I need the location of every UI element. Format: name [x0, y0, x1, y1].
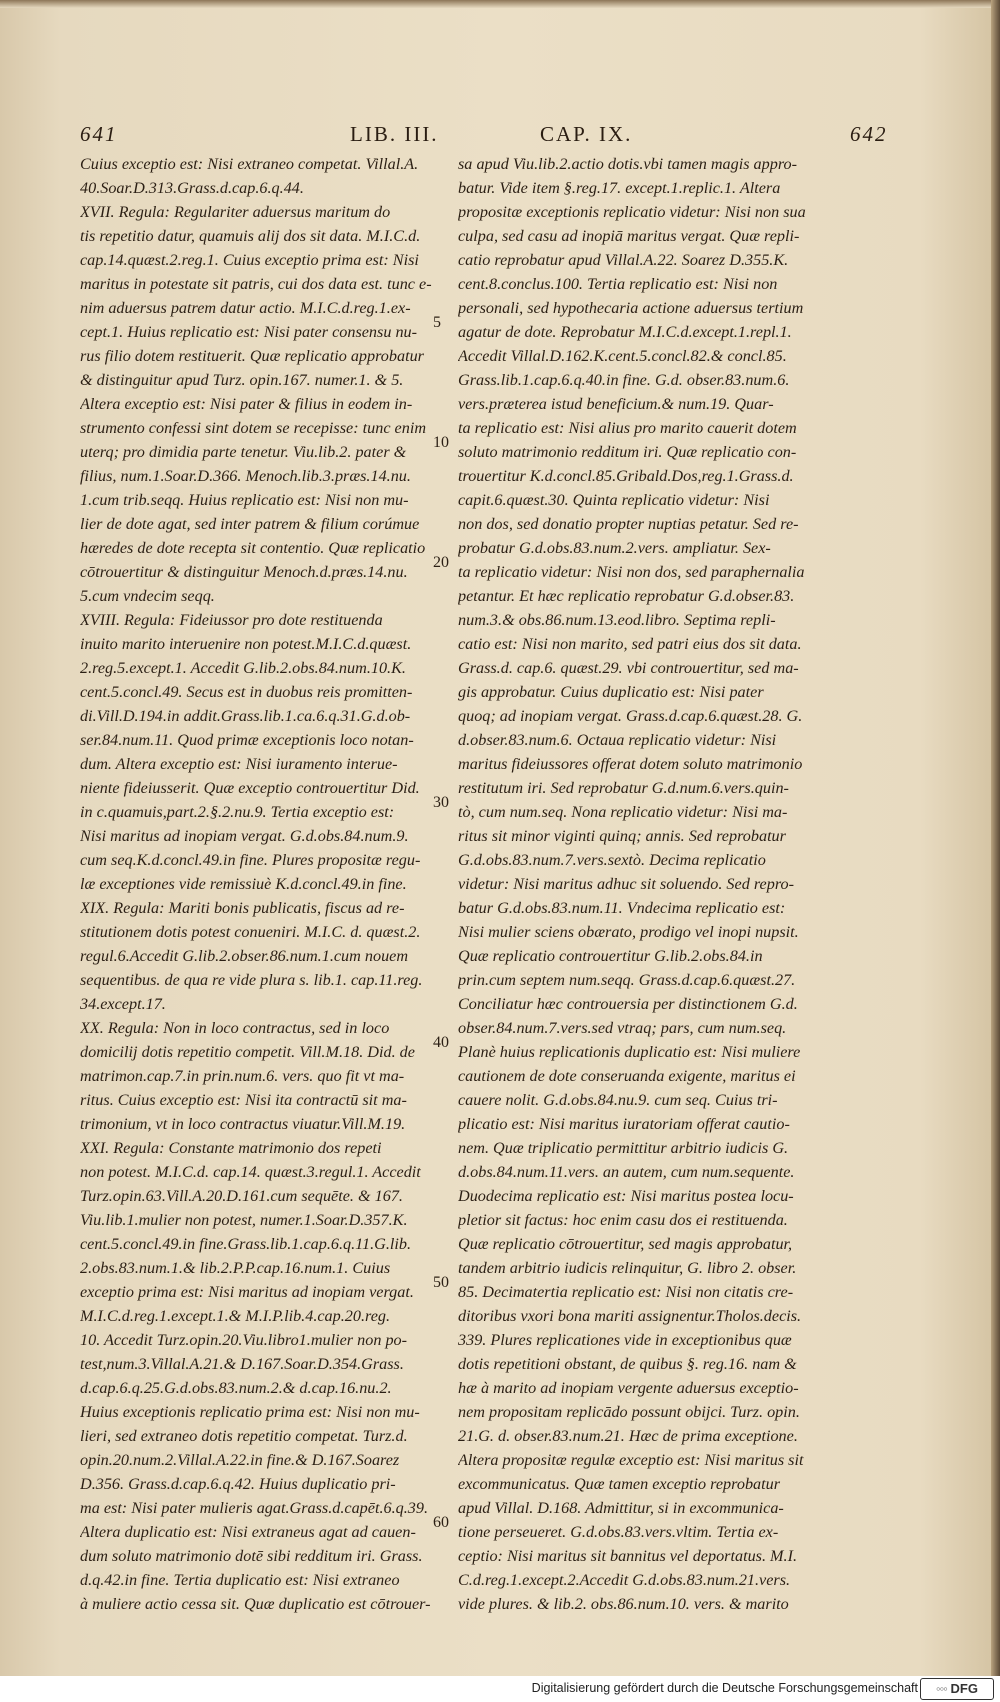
text-line: batur. Vide item §.reg.17. except.1.replic.1. Altera	[458, 179, 781, 197]
text-line: 85. Decimatertia replicatio est: Nisi non citatis cre-	[458, 1283, 794, 1301]
text-line: personali, sed hypothecaria actione aduersus tertium	[458, 299, 804, 317]
line-number-marker: 5	[433, 314, 441, 331]
text-line: cautionem de dote conseruanda exigente, maritus ei	[458, 1067, 796, 1085]
text-line: inuito marito interuenire non potest.M.I.C.d.quæst.	[80, 635, 412, 653]
line-number-marker: 40	[433, 1034, 449, 1051]
text-line: Accedit Villal.D.162.K.cent.5.concl.82.& concl.85.	[458, 347, 787, 365]
text-line: C.d.reg.1.except.2.Accedit G.d.obs.83.num.21.vers.	[458, 1571, 791, 1589]
text-line: dum. Altera exceptio est: Nisi iuramento interue-	[80, 755, 398, 773]
page-binding-edge	[991, 0, 1000, 1702]
text-line: exceptio prima est: Nisi maritus ad inopiam vergat.	[80, 1283, 414, 1301]
funding-credit: Digitalisierung gefördert durch die Deutsche Forschungsgemeinschaft	[531, 1681, 918, 1695]
text-line: G.d.obs.83.num.7.vers.sextò. Decima replicatio	[458, 851, 766, 869]
text-line: rus filio dotem restituerit. Quæ replicatio approbatur	[80, 347, 424, 365]
text-line: Altera exceptio est: Nisi pater & filius in eodem in-	[80, 395, 413, 413]
text-line: d.obser.83.num.6. Octaua replicatio videtur: Nisi	[458, 731, 777, 749]
text-line: 34.except.17.	[80, 995, 166, 1013]
book-label: LIB. III.	[350, 122, 439, 146]
text-line: non potest. M.I.C.d. cap.14. quæst.3.regul.1. Accedit	[80, 1163, 421, 1181]
line-number-marker: 60	[433, 1514, 449, 1531]
page-number-right: 642	[850, 122, 888, 146]
text-line: Grass.lib.1.cap.6.q.40.in fine. G.d. obser.83.num.6.	[458, 371, 790, 389]
text-line: maritus fideiussores offerat dotem soluto matrimonio	[458, 755, 803, 773]
text-line: non dos, sed donatio propter nuptias petatur. Sed re-	[458, 515, 799, 533]
text-line: 1.cum trib.seqq. Huius replicatio est: Nisi non mu-	[80, 491, 409, 509]
text-line: apud Villal. D.168. Admittitur, si in excommunica-	[458, 1499, 784, 1517]
text-line: culpa, sed casu ad inopiā maritus vergat. Quæ repli-	[458, 227, 800, 245]
text-line: tò, cum num.seq. Nona replicatio videtur: Nisi ma-	[458, 803, 788, 821]
left-text-column	[80, 152, 500, 1616]
text-line: Huius exceptionis replicatio prima est: Nisi non mu-	[80, 1403, 420, 1421]
text-line: uterq; pro dimidia parte tenetur. Viu.lib.2. pater &	[80, 443, 407, 461]
text-line: trouertitur K.d.concl.85.Gribald.Dos,reg.1.Grass.d.	[458, 467, 794, 485]
text-line: tis repetitio datur, quamuis alij dos sit data. M.I.C.d.	[80, 227, 421, 245]
text-line: XIX. Regula: Mariti bonis publicatis, fiscus ad re-	[80, 899, 405, 917]
text-line: & distinguitur apud Turz. opin.167. numer.1. & 5.	[80, 371, 404, 389]
text-line: d.obs.84.num.11.vers. an autem, cum num.sequente.	[458, 1163, 795, 1181]
text-line: Altera propositæ regulæ exceptio est: Nisi maritus sit	[458, 1451, 804, 1469]
line-number-marker: 50	[433, 1274, 449, 1291]
text-line: 5.cum vndecim seqq.	[80, 587, 215, 605]
text-line: à muliere actio cessa sit. Quæ duplicatio est cōtrouer-	[80, 1595, 431, 1613]
text-line: prin.cum septem num.seqq. Grass.d.cap.6.quæst.27.	[458, 971, 796, 989]
text-line: Nisi mulier sciens obærato, prodigo vel inopi nupsit.	[458, 923, 799, 941]
text-line: dotis repetitioni obstant, de quibus §. reg.16. nam &	[458, 1355, 797, 1373]
text-line: di.Vill.D.194.in addit.Grass.lib.1.ca.6.q.31.G.d.ob-	[80, 707, 411, 725]
text-line: 40.Soar.D.313.Grass.d.cap.6.q.44.	[80, 179, 304, 197]
text-line: 21.G. d. obser.83.num.21. Hæc de prima exceptione.	[458, 1427, 798, 1445]
text-line: plicatio est: Nisi maritus iuratoriam offerat cautio-	[458, 1115, 790, 1133]
text-line: ma est: Nisi pater mulieris agat.Grass.d.capēt.6.q.39.	[80, 1499, 429, 1517]
text-line: sa apud Viu.lib.2.actio dotis.vbi tamen magis appro-	[458, 155, 798, 173]
chapter-label: CAP. IX.	[540, 122, 633, 146]
text-line: d.q.42.in fine. Tertia duplicatio est: Nisi extraneo	[80, 1571, 400, 1589]
text-line: Viu.lib.1.mulier non potest, numer.1.Soar.D.357.K.	[80, 1211, 408, 1229]
text-line: XVIII. Regula: Fideiussor pro dote restituenda	[80, 611, 383, 629]
text-line: domicilij dotis repetitio competit. Vill.M.18. Did. de	[80, 1043, 415, 1061]
text-line: propositæ exceptionis replicatio videtur: Nisi non sua	[458, 203, 806, 221]
text-line: gis approbatur. Cuius duplicatio est: Nisi pater	[458, 683, 764, 701]
text-line: strumento confessi sint dotem se recepisse: tunc enim	[80, 419, 427, 437]
text-line: vers.præterea istud beneficium.& num.19. Quar-	[458, 395, 774, 413]
text-line: Cuius exceptio est: Nisi extraneo competat. Villal.A.	[80, 155, 419, 173]
text-line: XXI. Regula: Constante matrimonio dos repeti	[80, 1139, 382, 1157]
text-line: ser.84.num.11. Quod primæ exceptionis loco notan-	[80, 731, 414, 749]
text-line: petantur. Et hæc replicatio reprobatur G.d.obser.83.	[458, 587, 795, 605]
text-line: vide plures. & lib.2. obs.86.num.10. vers. & marito	[458, 1595, 789, 1613]
text-line: XVII. Regula: Regulariter aduersus maritum do	[80, 203, 391, 221]
text-line: 10. Accedit Turz.opin.20.Viu.libro1.mulier non po-	[80, 1331, 408, 1349]
text-line: batur G.d.obs.83.num.11. Vndecima replicatio est:	[458, 899, 786, 917]
text-line: filius, num.1.Soar.D.366. Menoch.lib.3.præs.14.nu.	[80, 467, 411, 485]
text-line: test,num.3.Villal.A.21.& D.167.Soar.D.354.Grass.	[80, 1355, 404, 1373]
text-line: XX. Regula: Non in loco contractus, sed in loco	[80, 1019, 390, 1037]
text-line: D.356. Grass.d.cap.6.q.42. Huius duplicatio pri-	[80, 1475, 396, 1493]
text-line: lieri, sed extraneo dotis repetitio competat. Turz.d.	[80, 1427, 408, 1445]
page-number-left: 641	[80, 122, 118, 146]
text-line: cent.8.conclus.100. Tertia replicatio est: Nisi non	[458, 275, 778, 293]
text-line: quoq; ad inopiam vergat. Grass.d.cap.6.quæst.28. G.	[458, 707, 803, 725]
text-line: excommunicatus. Quæ tamen exceptio reprobatur	[458, 1475, 781, 1493]
text-line: stitutionem dotis potest conueniri. M.I.C. d. quæst.2.	[80, 923, 421, 941]
text-line: nem propositam replicādo possunt obijci. Turz. opin.	[458, 1403, 800, 1421]
text-line: lier de dote agat, sed inter patrem & filium corúmue	[80, 515, 420, 533]
text-line: cent.5.concl.49.in fine.Grass.lib.1.cap.6.q.11.G.lib.	[80, 1235, 412, 1253]
text-line: regul.6.Accedit G.lib.2.obser.86.num.1.cum nouem	[80, 947, 409, 965]
dfg-logo-icon: ◦◦◦ DFG	[920, 1678, 994, 1700]
text-line: niente fideiusserit. Quæ exceptio controuertitur Did.	[80, 779, 420, 797]
text-line: M.I.C.d.reg.1.except.1.& M.I.P.lib.4.cap.20.reg.	[80, 1307, 391, 1325]
text-line: num.3.& obs.86.num.13.eod.libro. Septima repli-	[458, 611, 776, 629]
line-number-marker: 10	[433, 434, 449, 451]
text-line: Duodecima replicatio est: Nisi maritus postea locu-	[458, 1187, 794, 1205]
text-line: ditoribus vxori bona mariti assignentur.Tholos.decis.	[458, 1307, 802, 1325]
text-line: cum seq.K.d.concl.49.in fine. Plures propositæ regu-	[80, 851, 421, 869]
text-line: catio reprobatur apud Villal.A.22. Soarez D.355.K.	[458, 251, 789, 269]
text-line: videtur: Nisi maritus adhuc sit soluendo. Sed repro-	[458, 875, 795, 893]
text-line: Grass.d. cap.6. quæst.29. vbi controuertitur, sed ma-	[458, 659, 799, 677]
text-line: probatur G.d.obs.83.num.2.vers. ampliatur. Sex-	[458, 539, 771, 557]
text-line: matrimon.cap.7.in prin.num.6. vers. quo fit vt ma-	[80, 1067, 405, 1085]
text-line: catio est: Nisi non marito, sed patri eius dos sit data.	[458, 635, 802, 653]
text-line: opin.20.num.2.Villal.A.22.in fine.& D.167.Soarez	[80, 1451, 400, 1469]
text-line: tandem arbitrio iudicis relinquitur, G. libro 2. obser.	[458, 1259, 797, 1277]
text-line: Planè huius replicationis duplicatio est: Nisi muliere	[458, 1043, 801, 1061]
text-line: Turz.opin.63.Vill.A.20.D.161.cum sequēte. & 167.	[80, 1187, 403, 1205]
text-line: sequentibus. de qua re vide plura s. lib.1. cap.11.reg.	[80, 971, 423, 989]
right-text-column	[458, 152, 878, 1616]
text-line: cept.1. Huius replicatio est: Nisi pater consensu nu-	[80, 323, 418, 341]
text-line: nem. Quæ triplicatio permittitur arbitrio iudicis G.	[458, 1139, 789, 1157]
text-line: Quæ replicatio controuertitur G.lib.2.obs.84.in	[458, 947, 763, 965]
text-line: ta replicatio videtur: Nisi non dos, sed paraphernalia	[458, 563, 805, 581]
text-line: cap.14.quæst.2.reg.1. Cuius exceptio prima est: Nisi	[80, 251, 419, 269]
text-line: Conciliatur hæc controuersia per distinctionem G.d.	[458, 995, 798, 1013]
text-line: capit.6.quæst.30. Quinta replicatio videtur: Nisi	[458, 491, 770, 509]
text-line: 2.obs.83.num.1.& lib.2.P.P.cap.16.num.1. Cuius	[80, 1259, 391, 1277]
text-line: Altera duplicatio est: Nisi extraneus agat ad cauen-	[80, 1523, 416, 1541]
text-line: cent.5.concl.49. Secus est in duobus reis promitten-	[80, 683, 413, 701]
text-line: restitutum iri. Sed reprobatur G.d.num.6.vers.quin-	[458, 779, 789, 797]
text-line: cōtrouertitur & distinguitur Menoch.d.præs.14.nu.	[80, 563, 408, 581]
line-number-marker: 30	[433, 794, 449, 811]
running-header	[80, 122, 980, 152]
text-line: dum soluto matrimonio dotē sibi redditum iri. Grass.	[80, 1547, 423, 1565]
text-line: Nisi maritus ad inopiam vergat. G.d.obs.84.num.9.	[80, 827, 409, 845]
text-line: soluto matrimonio redditum iri. Quæ replicatio con-	[458, 443, 797, 461]
text-line: agatur de dote. Reprobatur M.I.C.d.except.1.repl.1.	[458, 323, 792, 341]
text-line: ritus. Cuius exceptio est: Nisi ita contractū sit ma-	[80, 1091, 407, 1109]
text-line: ta replicatio est: Nisi alius pro marito cauerit dotem	[458, 419, 797, 437]
text-line: obser.84.num.7.vers.sed vtraq; pars, cum num.seq.	[458, 1019, 787, 1037]
text-line: nim aduersus patrem datur actio. M.I.C.d.reg.1.ex-	[80, 299, 411, 317]
text-line: hæ à marito ad inopiam vergente aduersus exceptio-	[458, 1379, 799, 1397]
text-line: Quæ replicatio cōtrouertitur, sed magis approbatur,	[458, 1235, 793, 1253]
text-line: trimonium, vt in loco contractus viuatur.Vill.M.19.	[80, 1115, 406, 1133]
line-number-marker: 20	[433, 554, 449, 571]
text-line: ceptio: Nisi maritus sit bannitus vel deportatus. M.I.	[458, 1547, 798, 1565]
text-line: 339. Plures replicationes vide in exceptionibus quæ	[458, 1331, 792, 1349]
text-line: maritus in potestate sit patris, cui dos data est. tunc e-	[80, 275, 432, 293]
text-line: d.cap.6.q.25.G.d.obs.83.num.2.& d.cap.16.nu.2.	[80, 1379, 392, 1397]
page-top-edge	[0, 0, 1000, 8]
text-line: 2.reg.5.except.1. Accedit G.lib.2.obs.84.num.10.K.	[80, 659, 406, 677]
text-line: hæredes de dote recepta sit contentio. Quæ replicatio	[80, 539, 426, 557]
text-line: pletior sit factus: hoc enim casu dos ei restituenda.	[458, 1211, 788, 1229]
text-line: tione perseueret. G.d.obs.83.vers.vltim. Tertia ex-	[458, 1523, 779, 1541]
text-line: læ exceptiones vide remissiuè K.d.concl.49.in fine.	[80, 875, 407, 893]
dfg-logo-text: DFG	[950, 1681, 978, 1696]
text-line: ritus sit minor viginti quinq; annis. Sed reprobatur	[458, 827, 786, 845]
text-line: in c.quamuis,part.2.§.2.nu.9. Tertia exceptio est:	[80, 803, 395, 821]
text-line: cauere nolit. G.d.obs.84.nu.9. cum seq. Cuius tri-	[458, 1091, 778, 1109]
